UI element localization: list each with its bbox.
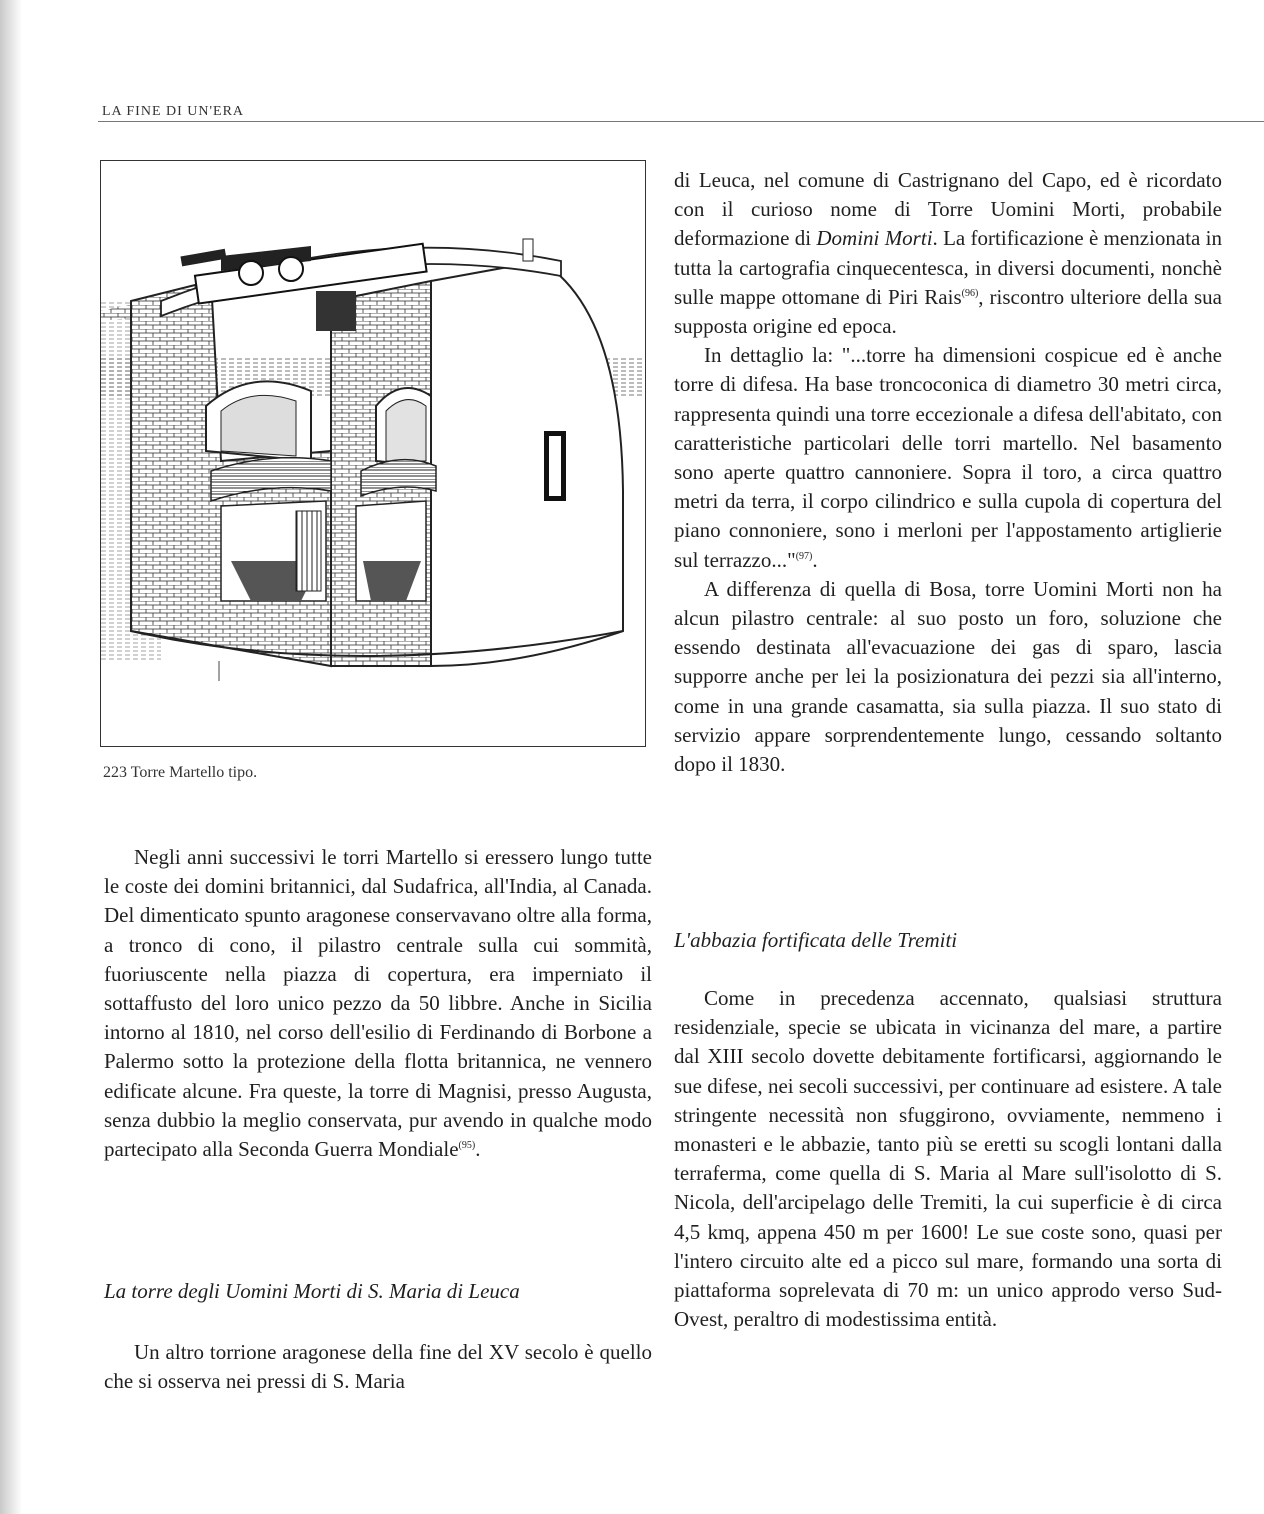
- martello-tower-illustration: [101, 161, 644, 745]
- book-spine-shadow: [0, 0, 22, 1514]
- paragraph: In dettaglio la: "...torre ha dimensioni cospicue ed è anche torre di difesa. Ha base troncoconica di diametro 30 metri circa, rappresenta quindi una torre eccezionale a difesa dell'abitato, con caratteristiche particolari delle torri martello. Nel basamento sono aperte quattro cannoniere. Sopra il toro, a circa quattro metri da terra, il corpo cilindrico e sulla cupola di copertura del piano connoniere, sono i merloni per l'appostamento artiglierie sul terrazzo..."$^{(97)}$.: [674, 343, 1222, 572]
- header-rule: [98, 121, 1264, 122]
- paragraph: di Leuca, nel comune di Castrignano del Capo, ed è ricordato con il curioso nome di Torre Uomini Morti, probabile deformazione di Domini Morti. La fortificazione è menzionata in tutta la cartografia cinquecentesca, in diversi documenti, nonchè sulle mappe ottomane di Piri Rais$^{(96)}$, riscontro ulteriore della sua supposta origine ed epoca.: [674, 168, 1222, 339]
- footnote-ref: (95): [458, 1140, 476, 1152]
- paragraph: Negli anni successivi le torri Martello si eressero lungo tutte le coste dei domini britannici, dal Sudafrica, all'India, al Canada. Del dimenticato spunto aragonese conservavano oltre alla forma, a tronco di cono, il pilastro centrale sulla cui sommità, fuoriuscente nella piazza di copertura, era imperniato il sottaffusto del loro unico pezzo da 50 libbre. Anche in Sicilia intorno al 1810, nel corso dell'esilio di Ferdinando di Borbone a Palermo sotto la protezione della flotta britannica, ne vennero edificate alcune. Fra queste, la torre di Magnisi, presso Augusta, senza dubbio la meglio conservata, pur avendo in qualche modo partecipato alla Seconda Guerra Mondiale$^{(95)}$.: [104, 845, 652, 1162]
- section-heading-tremiti: L'abbazia fortificata delle Tremiti: [674, 928, 958, 952]
- footnote-ref: (97): [795, 550, 813, 562]
- figure-martello-tower: [100, 160, 646, 747]
- paragraph: A differenza di quella di Bosa, torre Uomini Morti non ha alcun pilastro centrale: al suo posto un foro, soluzione che essendo destinata all'evacuazione dei gas di sparo, lascia supporre anche per lei la posizionatura dei pezzi sia all'interno, come in una grande casamatta, sia sulla piazza. Il suo stato di servizio appare sorprendentemente lungo, cessando soltanto dopo il 1830.: [674, 576, 1222, 777]
- paragraph: Un altro torrione aragonese della fine del XV secolo è quello che si osserva nei pressi di S. Maria: [104, 1340, 652, 1394]
- figure-caption: 223 Torre Martello tipo.: [103, 764, 258, 781]
- running-header: LA FINE DI UN'ERA: [102, 104, 245, 119]
- left-column-body-2: [104, 1338, 652, 1396]
- footnote-ref: (96): [961, 287, 979, 299]
- paragraph: Come in precedenza accennato, qualsiasi struttura residenziale, specie se ubicata in vicinanza del mare, a partire dal XIII secolo dovette debitamente fortificarsi, aggiornando le sue difese, nei secoli successivi, per continuare ad esistere. A tale stringente necessità non sfuggirono, ovviamente, nemmeno i monasteri e le abbazie, tanto più se eretti su scogli lontani dalla terraferma, come quella di S. Maria al Mare sull'isolotto di S. Nicola, dell'arcipelago delle Tremiti, la cui superficie è di circa 4,5 kmq, appena 450 m per 1600! Le sue coste sono, quasi per l'intero circuito alte ed a picco sul mare, formando una sorta di piattaforma soprelevata di 70 m: un unico approdo verso Sud-Ovest, peraltro di modestissima entità.: [674, 986, 1222, 1332]
- right-column-body-2: [674, 984, 1222, 1334]
- left-column-body: [104, 843, 652, 1164]
- tower-plastered-wall: [431, 261, 623, 666]
- section-heading-leuca: La torre degli Uomini Morti di S. Maria di Leuca: [104, 1279, 520, 1303]
- right-column-body: [674, 166, 1222, 779]
